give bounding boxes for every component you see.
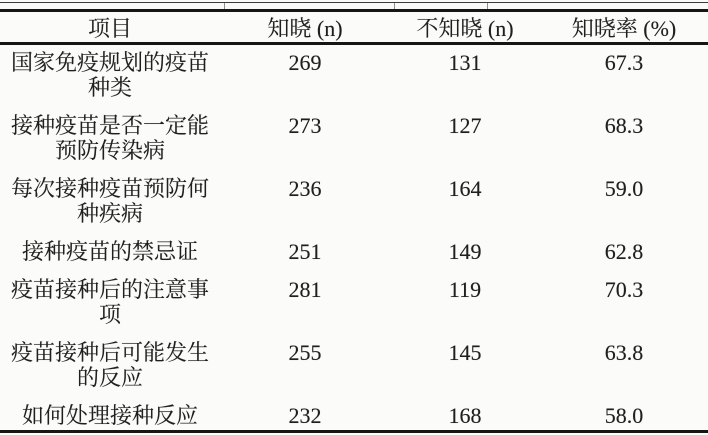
rate-cell: 68.3	[604, 113, 644, 138]
aware-cell: 269	[288, 50, 322, 75]
scan-tick	[487, 3, 488, 9]
table-top-rule-outer	[0, 2, 708, 3]
table-row	[0, 176, 708, 226]
header-item: 项目	[87, 16, 132, 41]
unaware-cell: 145	[448, 340, 482, 365]
table-row	[0, 113, 708, 163]
table-header-row	[0, 12, 708, 40]
unaware-cell: 119	[448, 277, 482, 302]
unaware-cell: 149	[448, 239, 482, 264]
table-row	[0, 403, 708, 428]
header-aware-rate: 知晓率 (%)	[571, 16, 677, 41]
item-cell: 国家免疫规划的疫苗种类	[10, 50, 209, 100]
rate-cell: 70.3	[604, 277, 644, 302]
aware-cell: 251	[288, 239, 322, 264]
table-body	[0, 45, 708, 435]
unaware-cell: 168	[448, 403, 482, 428]
unaware-cell: 164	[448, 176, 482, 201]
item-cell: 接种疫苗是否一定能预防传染病	[10, 113, 209, 163]
rate-cell: 58.0	[604, 403, 644, 428]
aware-cell: 273	[288, 113, 322, 138]
item-cell: 疫苗接种后的注意事项	[10, 277, 209, 327]
item-cell: 如何处理接种反应	[21, 403, 198, 428]
scan-tick	[394, 3, 395, 9]
rate-cell: 63.8	[604, 340, 644, 365]
header-aware-n: 知晓 (n)	[267, 16, 343, 41]
rate-cell: 67.3	[604, 50, 644, 75]
item-cell: 接种疫苗的禁忌证	[21, 239, 198, 264]
item-cell: 疫苗接种后可能发生的反应	[10, 340, 209, 390]
header-unaware-n: 不知晓 (n)	[416, 16, 514, 41]
table-bottom-rule	[0, 430, 708, 433]
table-row	[0, 340, 708, 390]
unaware-cell: 127	[448, 113, 482, 138]
table-row	[0, 50, 708, 100]
aware-cell: 255	[288, 340, 322, 365]
table-row	[0, 239, 708, 264]
item-cell: 每次接种疫苗预防何种疾病	[10, 176, 209, 226]
aware-cell: 232	[288, 403, 322, 428]
aware-cell: 281	[288, 277, 322, 302]
table-row	[0, 277, 708, 327]
aware-cell: 236	[288, 176, 322, 201]
rate-cell: 62.8	[604, 239, 644, 264]
scan-tick	[224, 3, 225, 9]
unaware-cell: 131	[448, 50, 482, 75]
rate-cell: 59.0	[604, 176, 644, 201]
